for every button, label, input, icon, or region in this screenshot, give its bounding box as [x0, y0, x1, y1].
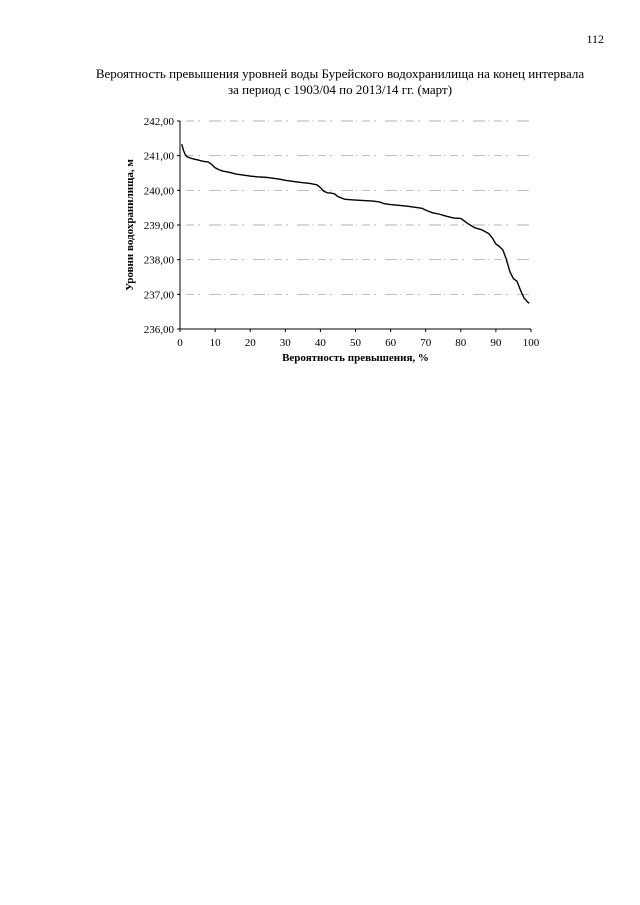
y-tick-label-1: 241,00 — [143, 150, 174, 163]
y-axis-ticks — [144, 116, 180, 336]
y-tick-label-0: 242,00 — [143, 116, 174, 128]
y-tick-label-2: 240,00 — [143, 185, 174, 198]
x-tick-label-0: 0 — [177, 337, 183, 349]
page-number: 112 — [586, 32, 604, 46]
y-tick-label-6: 236,00 — [143, 324, 174, 336]
x-tick-label-10: 100 — [522, 337, 540, 349]
x-tick-label-1: 10 — [209, 337, 221, 349]
chart-title-line-1: Вероятность превышения уровней воды Бурейского водохранилища на конец интервала — [95, 66, 585, 81]
chart-series — [182, 144, 530, 303]
series-line-0 — [182, 144, 530, 303]
x-tick-label-5: 50 — [350, 337, 361, 349]
x-tick-label-3: 30 — [279, 337, 291, 349]
y-tick-label-3: 239,00 — [143, 220, 174, 232]
x-tick-label-2: 20 — [244, 337, 256, 349]
y-tick-label-4: 238,00 — [143, 254, 174, 267]
chart-grid — [180, 121, 531, 294]
x-axis-label: Вероятность превышения, % — [282, 352, 429, 364]
chart-title-line-2: за период с 1903/04 по 2013/14 гг. (март) — [227, 82, 453, 97]
x-tick-label-9: 90 — [490, 337, 502, 349]
x-tick-label-4: 40 — [314, 337, 326, 349]
y-tick-label-5: 237,00 — [143, 289, 174, 302]
x-axis-ticks — [177, 329, 540, 349]
y-axis-label: Уровни водохранилища, м — [124, 159, 136, 291]
x-tick-label-7: 70 — [420, 337, 432, 349]
x-tick-label-6: 60 — [385, 337, 397, 349]
x-tick-label-8: 80 — [455, 337, 467, 349]
